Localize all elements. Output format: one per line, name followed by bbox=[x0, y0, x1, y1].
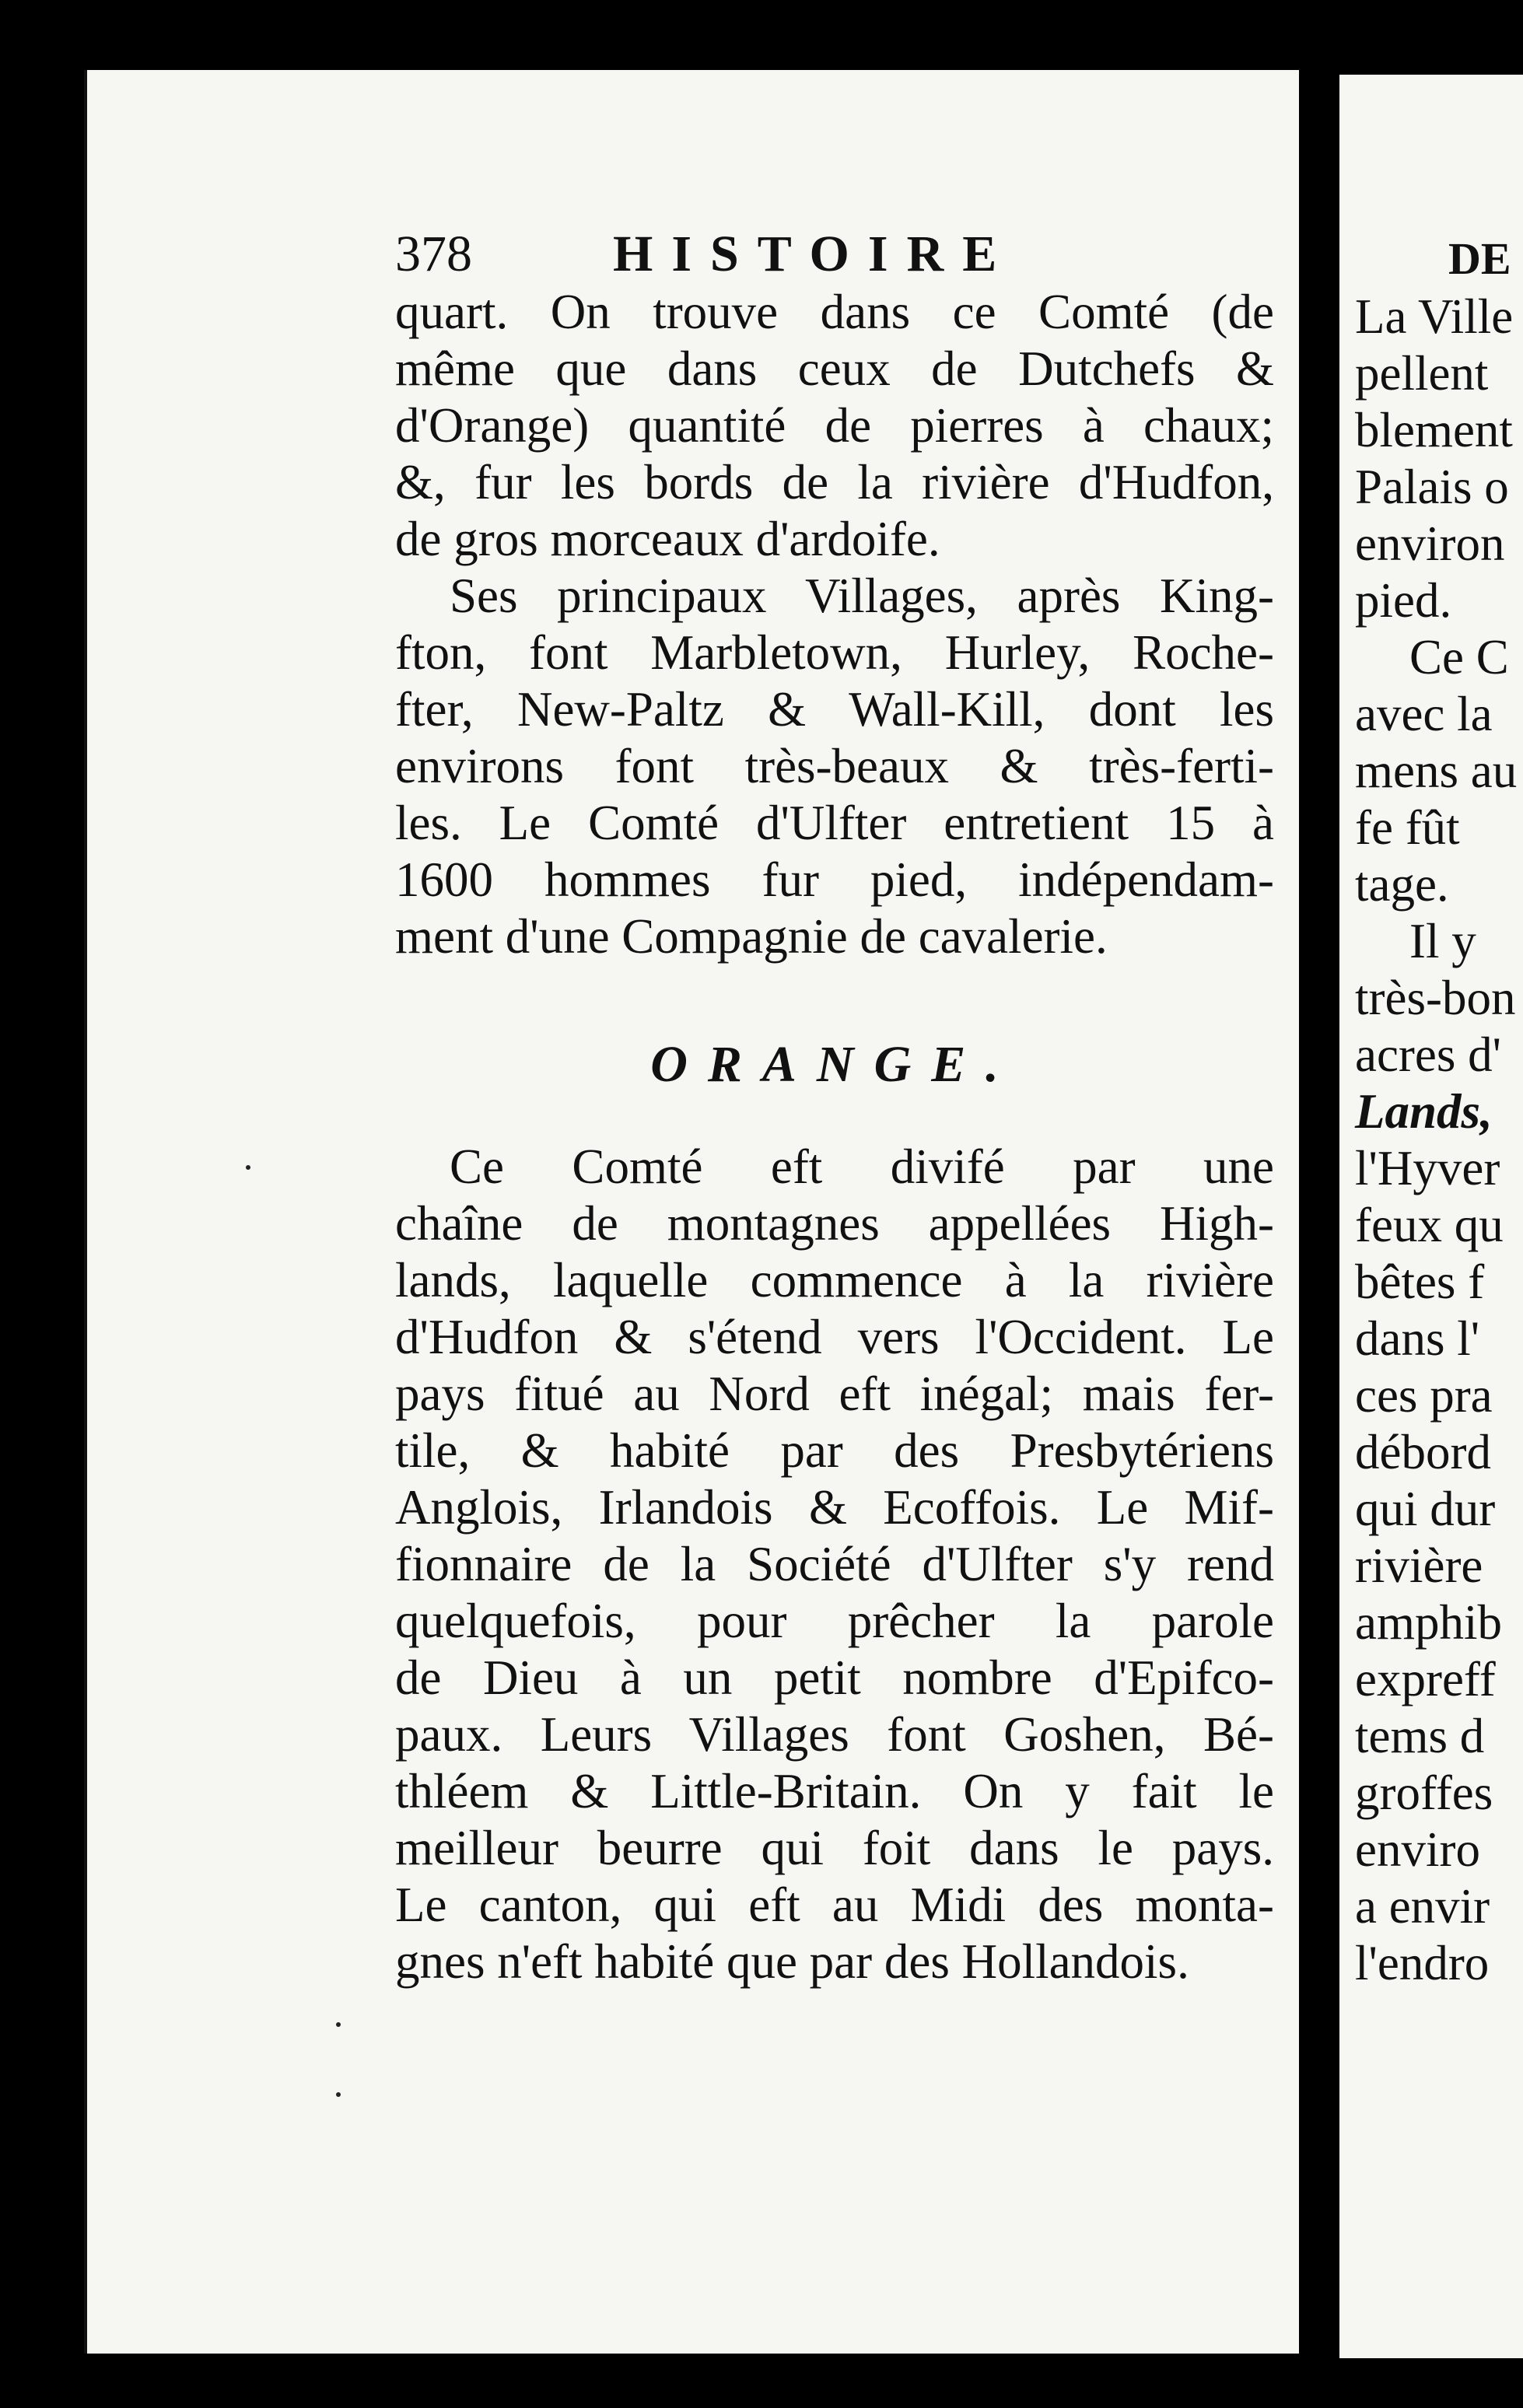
section-heading: ORANGE. bbox=[650, 1036, 1019, 1093]
left-page bbox=[84, 70, 1299, 2354]
text-line: fionnaire de la Société d'Ulfter s'y rend bbox=[395, 1537, 1274, 1591]
text-line: chaîne de montagnes appellées High- bbox=[395, 1196, 1274, 1251]
text-line: environs font très-beaux & très-ferti- bbox=[395, 739, 1274, 793]
text-line: environ bbox=[1355, 516, 1505, 571]
text-line: mens au bbox=[1355, 744, 1518, 798]
text-line: a envir bbox=[1355, 1879, 1490, 1934]
text-line: thléem & Little-Britain. On y fait le bbox=[395, 1764, 1274, 1818]
text-line: Anglois, Irlandois & Ecoffois. Le Mif- bbox=[395, 1480, 1274, 1535]
text-line: fton, font Marbletown, Hurley, Roche- bbox=[395, 625, 1274, 680]
text-line: de Dieu à un petit nombre d'Epifco- bbox=[395, 1650, 1274, 1705]
page-edge bbox=[84, 70, 87, 2354]
text-line: quelquefois, pour prêcher la parole bbox=[395, 1594, 1274, 1648]
text-line: Le canton, qui eft au Midi des monta- bbox=[395, 1878, 1274, 1932]
text-line: d'Orange) quantité de pierres à chaux; bbox=[395, 398, 1274, 453]
paragraph-1 bbox=[395, 284, 1274, 568]
text-line: fe fût bbox=[1355, 800, 1460, 855]
text-line: enviro bbox=[1355, 1822, 1480, 1877]
text-line: expreff bbox=[1355, 1652, 1496, 1706]
text-line: &, fur les bords de la rivière d'Hudfon, bbox=[395, 455, 1274, 509]
text-line: très-bon bbox=[1355, 971, 1516, 1025]
text-line: Lands, bbox=[1355, 1084, 1493, 1139]
text-line: dans l' bbox=[1355, 1311, 1480, 1366]
right-page bbox=[1339, 75, 1523, 2358]
text-line: pays fitué au Nord eft inégal; mais fer- bbox=[395, 1367, 1274, 1421]
text-line: tage. bbox=[1355, 857, 1449, 912]
ink-speck bbox=[336, 2022, 341, 2027]
text-line: de gros morceaux d'ardoife. bbox=[395, 512, 940, 566]
left-page-text bbox=[395, 226, 1274, 1990]
text-line: fter, New-Paltz & Wall-Kill, dont les bbox=[395, 682, 1274, 737]
text-line: meilleur beurre qui foit dans le pays. bbox=[395, 1821, 1274, 1875]
spacer bbox=[395, 965, 1274, 1022]
text-line: qui dur bbox=[1355, 1482, 1496, 1536]
text-line: acres d' bbox=[1355, 1027, 1501, 1082]
paragraph-3 bbox=[395, 1139, 1274, 1990]
text-line: avec la bbox=[1355, 687, 1493, 741]
text-line: l'Hyver bbox=[1355, 1141, 1500, 1195]
text-line: blement bbox=[1355, 403, 1513, 457]
spacer bbox=[395, 1108, 1274, 1139]
text-line: débord bbox=[1355, 1425, 1491, 1479]
text-line: tems d bbox=[1355, 1709, 1485, 1763]
ink-speck bbox=[246, 1165, 250, 1170]
text-line: feux qu bbox=[1355, 1198, 1504, 1252]
text-line: rivière bbox=[1355, 1538, 1483, 1593]
text-line: 1600 hommes fur pied, indépendam- bbox=[395, 852, 1274, 907]
text-line: tile, & habité par des Presbytériens bbox=[395, 1423, 1274, 1478]
text-line: lands, laquelle commence à la rivière bbox=[395, 1253, 1274, 1307]
text-line: Il y bbox=[1409, 914, 1476, 968]
text-line: l'endro bbox=[1355, 1936, 1490, 1990]
text-line: gnes n'eft habité que par des Hollandois. bbox=[395, 1934, 1189, 1989]
text-line: Ce Comté eft divifé par une bbox=[450, 1139, 1274, 1194]
right-page-text bbox=[1355, 230, 1517, 1992]
text-line: paux. Leurs Villages font Goshen, Bé- bbox=[395, 1707, 1274, 1762]
text-line: d'Hudfon & s'étend vers l'Occident. Le bbox=[395, 1310, 1274, 1364]
text-line: pied. bbox=[1355, 573, 1452, 628]
running-title: DE bbox=[1448, 233, 1511, 284]
text-line: les. Le Comté d'Ulfter entretient 15 à bbox=[395, 796, 1274, 850]
text-line: amphib bbox=[1355, 1595, 1502, 1650]
text-line: Palais o bbox=[1355, 460, 1509, 514]
running-title: HISTOIRE bbox=[613, 226, 1016, 282]
text-line: groffes bbox=[1355, 1766, 1493, 1820]
text-line: ment d'une Compagnie de cavalerie. bbox=[395, 909, 1108, 964]
text-line: Ce C bbox=[1409, 630, 1509, 684]
text-line: même que dans ceux de Dutchefs & bbox=[395, 341, 1274, 396]
text-line: pellent bbox=[1355, 346, 1489, 401]
text-line: quart. On trouve dans ce Comté (de bbox=[395, 285, 1274, 339]
page-header bbox=[395, 226, 1274, 284]
page-number: 378 bbox=[395, 226, 472, 282]
text-line: bêtes f bbox=[1355, 1255, 1485, 1309]
ink-speck bbox=[336, 2092, 341, 2097]
text-line: La Ville bbox=[1355, 289, 1514, 344]
text-line: ces pra bbox=[1355, 1368, 1493, 1423]
paragraph-2 bbox=[395, 568, 1274, 965]
text-line: Ses principaux Villages, après King- bbox=[450, 569, 1274, 623]
